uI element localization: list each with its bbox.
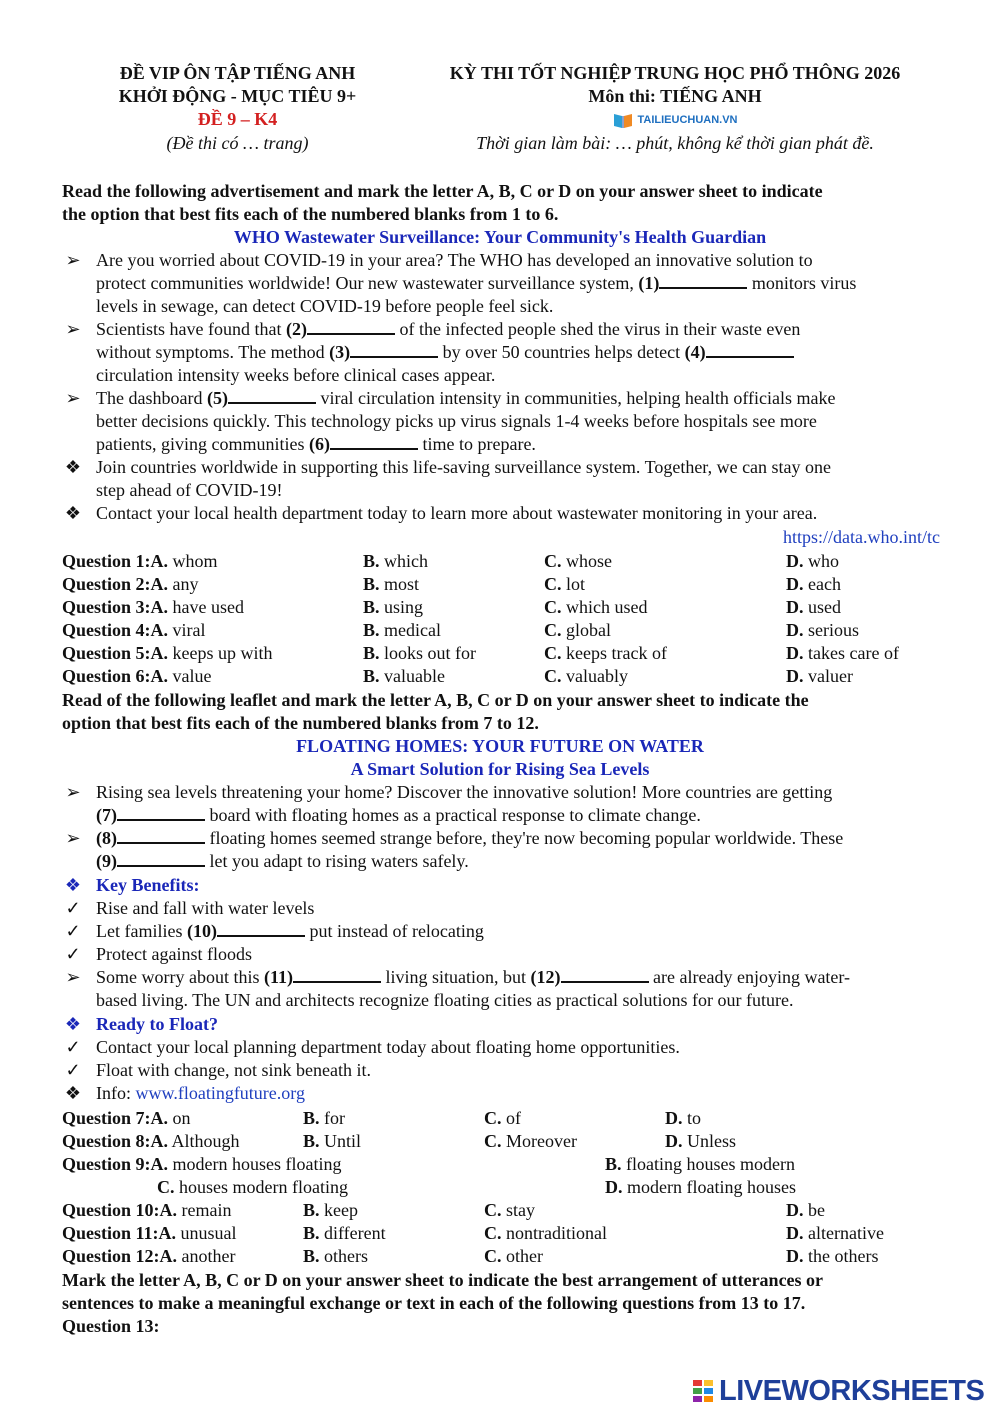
option-a[interactable] bbox=[151, 1131, 240, 1151]
option-letter: A. bbox=[158, 1223, 177, 1243]
s1-p1-line1: Are you worried about COVID-19 in your area? The WHO has developed an innovative solution to bbox=[96, 250, 813, 270]
option-letter: C. bbox=[484, 1246, 502, 1266]
option-d[interactable] bbox=[665, 1130, 736, 1153]
section1-title: WHO Wastewater Surveillance: Your Community's Health Guardian bbox=[233, 227, 767, 247]
question-row bbox=[62, 665, 212, 688]
option-text: unusual bbox=[180, 1223, 237, 1243]
option-b[interactable] bbox=[303, 1245, 368, 1268]
benefit-2 bbox=[96, 920, 484, 943]
question-row bbox=[62, 1222, 237, 1245]
option-letter: D. bbox=[786, 620, 804, 640]
option-text: value bbox=[172, 666, 212, 686]
option-letter: A. bbox=[150, 597, 169, 617]
option-a[interactable] bbox=[151, 597, 244, 617]
option-a[interactable] bbox=[151, 551, 218, 571]
option-a[interactable] bbox=[151, 574, 199, 594]
option-text: valuer bbox=[808, 666, 853, 686]
blank-11[interactable] bbox=[264, 967, 381, 987]
option-c[interactable] bbox=[484, 1199, 535, 1222]
s1-p3-line1-text: The dashboard bbox=[96, 388, 203, 408]
s1-p2-line3: circulation intensity weeks before clinical cases appear. bbox=[96, 365, 496, 385]
option-b[interactable] bbox=[303, 1199, 358, 1222]
option-letter: D. bbox=[786, 551, 804, 571]
option-letter: C. bbox=[544, 551, 562, 571]
s1-p2-line1-text: Scientists have found that bbox=[96, 319, 282, 339]
blank-5[interactable] bbox=[207, 388, 316, 408]
option-text: remain bbox=[181, 1200, 232, 1220]
section1-instruction-1: Read the following advertisement and mark the letter A, B, C or D on your answer sheet to indicate bbox=[62, 181, 823, 201]
option-text: keep bbox=[324, 1200, 358, 1220]
option-d[interactable] bbox=[786, 573, 841, 596]
question-row bbox=[62, 1107, 191, 1130]
option-text: be bbox=[808, 1200, 825, 1220]
option-letter: A. bbox=[150, 666, 169, 686]
option-letter: C. bbox=[157, 1177, 175, 1197]
option-c[interactable] bbox=[484, 1107, 521, 1130]
benefit-2-after: put instead of relocating bbox=[309, 921, 484, 941]
option-c[interactable] bbox=[157, 1176, 348, 1199]
ready-heading: Ready to Float? bbox=[96, 1014, 218, 1034]
ready-item-2: Float with change, not sink beneath it. bbox=[96, 1060, 371, 1080]
option-letter: A. bbox=[150, 1154, 169, 1174]
option-text: on bbox=[172, 1108, 191, 1128]
option-letter: A. bbox=[150, 620, 169, 640]
option-letter: B. bbox=[363, 574, 380, 594]
s2-p1-line2-after: board with floating homes as a practical response to climate change. bbox=[209, 805, 701, 825]
blank-12[interactable] bbox=[531, 967, 649, 987]
option-text: who bbox=[808, 551, 839, 571]
option-c[interactable] bbox=[544, 619, 611, 642]
blank-10[interactable] bbox=[187, 921, 305, 941]
option-letter: C. bbox=[484, 1223, 502, 1243]
question-row bbox=[62, 642, 273, 665]
s1-p2-line2 bbox=[96, 341, 794, 364]
option-a[interactable] bbox=[160, 1246, 236, 1266]
option-text: keeps track of bbox=[566, 643, 667, 663]
option-a[interactable] bbox=[159, 1223, 237, 1243]
s2-p3-line1-after: are already enjoying water- bbox=[653, 967, 851, 987]
option-text: Unless bbox=[687, 1131, 736, 1151]
option-a[interactable] bbox=[151, 666, 212, 686]
diamond-bullet-icon: ❖ bbox=[64, 503, 82, 523]
option-b[interactable] bbox=[363, 665, 445, 688]
s1-p1-line2 bbox=[96, 272, 856, 295]
arrow-bullet-icon: ➢ bbox=[65, 250, 81, 270]
option-letter: D. bbox=[786, 666, 804, 686]
option-text: whose bbox=[566, 551, 612, 571]
option-text: other bbox=[506, 1246, 543, 1266]
s1-p1-line2-text: protect communities worldwide! Our new wastewater surveillance system, bbox=[96, 273, 634, 293]
option-letter: A. bbox=[150, 643, 169, 663]
option-letter: A. bbox=[159, 1246, 178, 1266]
option-b[interactable] bbox=[303, 1107, 345, 1130]
option-text: global bbox=[566, 620, 611, 640]
s2-p3-line1 bbox=[96, 966, 850, 989]
option-letter: D. bbox=[786, 597, 804, 617]
blank-5-number: (5) bbox=[206, 388, 228, 408]
arrow-bullet-icon: ➢ bbox=[65, 967, 81, 987]
option-d[interactable] bbox=[786, 665, 853, 688]
blank-6-number: (6) bbox=[308, 434, 330, 454]
option-b[interactable] bbox=[363, 573, 419, 596]
exam-code: ĐỀ 9 – K4 bbox=[197, 109, 278, 129]
option-letter: A. bbox=[150, 1131, 169, 1151]
option-letter: B. bbox=[363, 551, 380, 571]
option-text: used bbox=[808, 597, 841, 617]
who-link[interactable]: https://data.who.int/tc bbox=[783, 527, 940, 547]
option-letter: B. bbox=[363, 643, 380, 663]
s1-p3-line3 bbox=[96, 433, 536, 456]
option-letter: C. bbox=[484, 1200, 502, 1220]
question-label: Question 2: bbox=[62, 574, 151, 594]
s2-p3-line1-text: Some worry about this bbox=[96, 967, 260, 987]
header-left-line1: ĐỀ VIP ÔN TẬP TIẾNG ANH bbox=[119, 63, 356, 83]
s1-p1-line2-after: monitors virus bbox=[751, 273, 857, 293]
book-icon bbox=[612, 110, 634, 130]
arrow-bullet-icon: ➢ bbox=[65, 388, 81, 408]
option-text: looks out for bbox=[384, 643, 477, 663]
s1-p1-line3: levels in sewage, can detect COVID-19 before people feel sick. bbox=[96, 296, 554, 316]
option-b[interactable] bbox=[363, 619, 441, 642]
option-text: alternative bbox=[808, 1223, 884, 1243]
option-a[interactable] bbox=[151, 643, 273, 663]
option-text: stay bbox=[506, 1200, 535, 1220]
liveworksheets-text: LIVEWORKSHEETS bbox=[719, 1374, 985, 1407]
option-c[interactable] bbox=[544, 573, 585, 596]
question-label: Question 12: bbox=[62, 1246, 160, 1266]
s1-p2-line2-mid: by over 50 countries helps detect bbox=[442, 342, 681, 362]
diamond-bullet-icon: ❖ bbox=[64, 1083, 82, 1103]
option-letter: B. bbox=[363, 597, 380, 617]
section1-instruction-2: the option that best fits each of the numbered blanks from 1 to 6. bbox=[62, 204, 559, 224]
s1-p2-line1 bbox=[96, 318, 800, 341]
option-letter: D. bbox=[665, 1131, 683, 1151]
option-text: serious bbox=[808, 620, 859, 640]
option-text: another bbox=[181, 1246, 236, 1266]
s1-p3-line3-after: time to prepare. bbox=[422, 434, 536, 454]
option-text: houses modern floating bbox=[179, 1177, 348, 1197]
option-text: for bbox=[324, 1108, 346, 1128]
blank-12-number: (12) bbox=[530, 967, 561, 987]
option-d[interactable] bbox=[786, 642, 899, 665]
option-letter: D. bbox=[786, 1246, 804, 1266]
option-d[interactable] bbox=[786, 1222, 884, 1245]
option-letter: C. bbox=[484, 1131, 502, 1151]
option-text: each bbox=[808, 574, 841, 594]
question-row bbox=[62, 1130, 240, 1153]
s1-p3-line1-after: viral circulation intensity in communities, helping health officials make bbox=[320, 388, 836, 408]
option-letter: A. bbox=[150, 551, 169, 571]
question-row bbox=[62, 573, 199, 596]
header-left bbox=[90, 62, 385, 155]
blank-8-number: (8) bbox=[96, 828, 117, 848]
header-right bbox=[410, 62, 940, 155]
section2-title: FLOATING HOMES: YOUR FUTURE ON WATER bbox=[296, 736, 704, 756]
benefit-3: Protect against floods bbox=[96, 944, 252, 964]
option-text: modern floating houses bbox=[627, 1177, 796, 1197]
blank-2-number: (2) bbox=[285, 319, 307, 339]
blank-10-number: (10) bbox=[186, 921, 217, 941]
question-row bbox=[62, 1245, 236, 1268]
option-text: valuably bbox=[566, 666, 628, 686]
section2-instruction-2: option that best fits each of the numbered blanks from 7 to 12. bbox=[62, 713, 539, 733]
option-d[interactable] bbox=[786, 1245, 878, 1268]
option-letter: D. bbox=[665, 1108, 683, 1128]
option-c[interactable] bbox=[544, 550, 612, 573]
s2-p3-line2: based living. The UN and architects recognize floating cities as practical solutions for our future. bbox=[96, 990, 794, 1010]
option-text: lot bbox=[566, 574, 586, 594]
option-text: Until bbox=[324, 1131, 362, 1151]
question-label: Question 6: bbox=[62, 666, 151, 686]
option-text: the others bbox=[808, 1246, 879, 1266]
option-a[interactable] bbox=[151, 1154, 342, 1174]
option-letter: C. bbox=[544, 574, 562, 594]
question-label: Question 8: bbox=[62, 1131, 151, 1151]
header-left-line2: KHỞI ĐỘNG - MỤC TIÊU 9+ bbox=[118, 86, 357, 106]
s1-p3-line3-text: patients, giving communities bbox=[96, 434, 305, 454]
option-text: whom bbox=[172, 551, 218, 571]
question-label: Question 11: bbox=[62, 1223, 159, 1243]
option-text: viral bbox=[172, 620, 206, 640]
subject-title: Môn thi: TIẾNG ANH bbox=[588, 86, 762, 106]
diamond-bullet-icon: ❖ bbox=[64, 875, 82, 895]
option-letter: D. bbox=[786, 574, 804, 594]
diamond-bullet-icon: ❖ bbox=[64, 457, 82, 477]
option-letter: B. bbox=[303, 1246, 320, 1266]
option-b[interactable] bbox=[363, 596, 423, 619]
s1-p4-line1: Join countries worldwide in supporting this life-saving surveillance system. Together, we can stay one bbox=[96, 457, 832, 477]
option-b[interactable] bbox=[605, 1153, 795, 1176]
s1-p3-line1 bbox=[96, 387, 836, 410]
check-icon: ✓ bbox=[65, 898, 81, 918]
option-letter: C. bbox=[544, 597, 562, 617]
blank-7-number: (7) bbox=[96, 805, 117, 825]
option-letter: B. bbox=[303, 1131, 320, 1151]
option-b[interactable] bbox=[303, 1130, 361, 1153]
floatingfuture-link[interactable]: www.floatingfuture.org bbox=[135, 1083, 305, 1103]
time-note: Thời gian làm bài: … phút, không kể thời gian phát đề. bbox=[476, 133, 874, 153]
option-b[interactable] bbox=[363, 550, 428, 573]
option-c[interactable] bbox=[544, 596, 647, 619]
s2-p2-line2-after: let you adapt to rising waters safely. bbox=[209, 851, 469, 871]
option-letter: A. bbox=[159, 1200, 178, 1220]
option-a[interactable] bbox=[151, 620, 206, 640]
s2-p2-line2 bbox=[96, 850, 469, 873]
option-c[interactable] bbox=[484, 1245, 543, 1268]
option-text: to bbox=[687, 1108, 702, 1128]
arrow-bullet-icon: ➢ bbox=[65, 828, 81, 848]
blank-8[interactable] bbox=[96, 828, 205, 848]
liveworksheets-logo bbox=[692, 1376, 984, 1406]
blank-1-number: (1) bbox=[638, 273, 660, 293]
question-label: Question 1: bbox=[62, 551, 151, 571]
section3-instruction-2: sentences to make a meaningful exchange or text in each of the following questions from 13 to 17. bbox=[62, 1293, 806, 1313]
option-d[interactable] bbox=[605, 1176, 796, 1199]
option-letter: D. bbox=[786, 1200, 804, 1220]
arrow-bullet-icon: ➢ bbox=[65, 319, 81, 339]
question-13-label: Question 13: bbox=[62, 1316, 160, 1336]
section2-subtitle: A Smart Solution for Rising Sea Levels bbox=[350, 759, 650, 779]
section3-instruction-1: Mark the letter A, B, C or D on your answer sheet to indicate the best arrangement of utterances or bbox=[62, 1270, 824, 1290]
blank-1[interactable] bbox=[638, 273, 747, 293]
liveworksheets-icon bbox=[692, 1378, 714, 1404]
option-a[interactable] bbox=[160, 1200, 232, 1220]
s2-p3-line1-mid: living situation, but bbox=[385, 967, 527, 987]
question-label: Question 7: bbox=[62, 1108, 151, 1128]
option-letter: A. bbox=[150, 574, 169, 594]
option-d[interactable] bbox=[786, 619, 859, 642]
option-text: most bbox=[384, 574, 420, 594]
question-label: Question 5: bbox=[62, 643, 151, 663]
blank-9-number: (9) bbox=[96, 851, 117, 871]
option-c[interactable] bbox=[544, 642, 667, 665]
info-line bbox=[96, 1082, 305, 1105]
option-c[interactable] bbox=[484, 1222, 607, 1245]
s2-p2-line1 bbox=[96, 827, 843, 850]
option-letter: B. bbox=[363, 666, 380, 686]
arrow-bullet-icon: ➢ bbox=[65, 782, 81, 802]
question-row bbox=[62, 1153, 342, 1176]
blank-6[interactable] bbox=[309, 434, 418, 454]
key-benefits-heading: Key Benefits: bbox=[96, 875, 200, 895]
question-label: Question 3: bbox=[62, 597, 151, 617]
tailieuchuan-logo bbox=[410, 108, 940, 132]
option-c[interactable] bbox=[484, 1130, 577, 1153]
s2-p2-line1-after: floating homes seemed strange before, they're now becoming popular worldwide. These bbox=[209, 828, 844, 848]
info-label: Info: bbox=[96, 1083, 131, 1103]
page-count-note: (Đề thi có … trang) bbox=[166, 133, 309, 153]
option-letter: D. bbox=[786, 1223, 804, 1243]
option-text: medical bbox=[384, 620, 441, 640]
option-a[interactable] bbox=[151, 1108, 191, 1128]
option-letter: C. bbox=[484, 1108, 502, 1128]
benefit-1: Rise and fall with water levels bbox=[96, 898, 315, 918]
option-d[interactable] bbox=[786, 550, 839, 573]
option-d[interactable] bbox=[665, 1107, 701, 1130]
option-letter: B. bbox=[303, 1200, 320, 1220]
option-text: floating houses modern bbox=[626, 1154, 795, 1174]
option-text: which used bbox=[566, 597, 648, 617]
check-icon: ✓ bbox=[65, 1037, 81, 1057]
option-letter: C. bbox=[544, 643, 562, 663]
check-icon: ✓ bbox=[65, 944, 81, 964]
s1-p3-line2: better decisions quickly. This technology picks up virus signals 1-4 weeks before hospitals see more bbox=[96, 411, 817, 431]
check-icon: ✓ bbox=[65, 1060, 81, 1080]
s2-p1-line1: Rising sea levels threatening your home? Discover the innovative solution! More countries are getting bbox=[96, 782, 833, 802]
option-b[interactable] bbox=[363, 642, 476, 665]
option-b[interactable] bbox=[303, 1222, 386, 1245]
blank-4-number: (4) bbox=[684, 342, 706, 362]
s1-p4-line2: step ahead of COVID-19! bbox=[96, 480, 283, 500]
exam-title: KỲ THI TỐT NGHIỆP TRUNG HỌC PHỔ THÔNG 2026 bbox=[449, 63, 901, 83]
option-letter: D. bbox=[605, 1177, 623, 1197]
option-text: have used bbox=[172, 597, 244, 617]
s2-p1-line2 bbox=[96, 804, 701, 827]
option-letter: A. bbox=[150, 1108, 169, 1128]
option-text: Moreover bbox=[506, 1131, 577, 1151]
blank-3[interactable] bbox=[329, 342, 438, 362]
option-text: using bbox=[384, 597, 424, 617]
option-text: which bbox=[384, 551, 429, 571]
question-label: Question 4: bbox=[62, 620, 151, 640]
blank-7[interactable] bbox=[96, 805, 205, 825]
blank-3-number: (3) bbox=[329, 342, 351, 362]
option-text: of bbox=[506, 1108, 521, 1128]
blank-11-number: (11) bbox=[264, 967, 293, 987]
check-icon: ✓ bbox=[65, 921, 81, 941]
blank-4[interactable] bbox=[685, 342, 794, 362]
question-row bbox=[62, 1199, 232, 1222]
blank-9[interactable] bbox=[96, 851, 205, 871]
option-letter: D. bbox=[786, 643, 804, 663]
option-d[interactable] bbox=[786, 1199, 825, 1222]
option-text: takes care of bbox=[808, 643, 899, 663]
diamond-bullet-icon: ❖ bbox=[64, 1014, 82, 1034]
option-text: Although bbox=[171, 1131, 240, 1151]
option-letter: C. bbox=[544, 666, 562, 686]
option-letter: B. bbox=[605, 1154, 622, 1174]
question-row bbox=[62, 619, 206, 642]
option-c[interactable] bbox=[544, 665, 628, 688]
question-row bbox=[62, 596, 244, 619]
s1-p2-line1-after: of the infected people shed the virus in their waste even bbox=[399, 319, 801, 339]
option-text: different bbox=[324, 1223, 386, 1243]
option-text: modern houses floating bbox=[172, 1154, 342, 1174]
blank-2[interactable] bbox=[286, 319, 395, 339]
question-label: Question 10: bbox=[62, 1200, 160, 1220]
option-text: valuable bbox=[384, 666, 445, 686]
section2-instruction-1: Read of the following leaflet and mark the letter A, B, C or D on your answer sheet to indicate the bbox=[62, 690, 809, 710]
s1-p5: Contact your local health department today to learn more about wastewater monitoring in your area. bbox=[96, 503, 818, 523]
option-letter: B. bbox=[303, 1108, 320, 1128]
option-letter: B. bbox=[363, 620, 380, 640]
benefit-2-text: Let families bbox=[96, 921, 183, 941]
ready-item-1: Contact your local planning department today about floating home opportunities. bbox=[96, 1037, 680, 1057]
tailieuchuan-logo-text: TAILIEUCHUAN.VN bbox=[637, 113, 738, 126]
option-d[interactable] bbox=[786, 596, 841, 619]
question-label: Question 9: bbox=[62, 1154, 151, 1174]
s1-p2-line2-text: without symptoms. The method bbox=[96, 342, 325, 362]
option-letter: B. bbox=[303, 1223, 320, 1243]
question-row bbox=[62, 550, 218, 573]
option-text: nontraditional bbox=[506, 1223, 607, 1243]
option-letter: C. bbox=[544, 620, 562, 640]
option-text: others bbox=[324, 1246, 369, 1266]
option-text: any bbox=[172, 574, 199, 594]
option-text: keeps up with bbox=[172, 643, 273, 663]
tailieuchuan-logo-inner bbox=[612, 109, 737, 131]
